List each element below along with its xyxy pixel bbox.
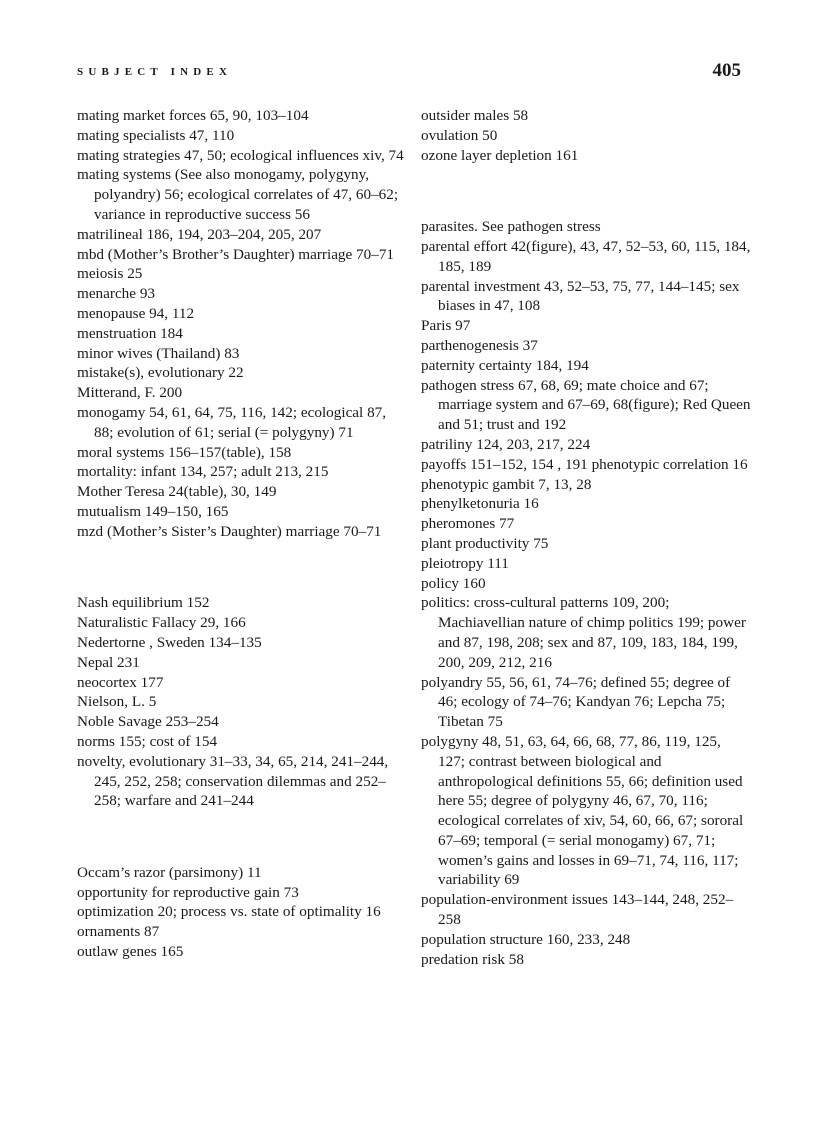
index-entry: menopause 94, 112	[77, 304, 195, 322]
index-column-right	[421, 106, 751, 969]
index-entry: menarche 93	[77, 285, 156, 303]
index-entry: ornaments 87	[77, 923, 160, 941]
index-entry: monogamy 54, 61, 64, 75, 116, 142; ecological 87, 88; evolution of 61; serial (= polygyny) 71	[77, 403, 387, 441]
index-entry: outsider males 58	[421, 107, 529, 124]
index-entry: Mitterand, F. 200	[77, 384, 183, 402]
index-entry: ozone layer depletion 161	[421, 146, 579, 164]
index-entry: mating specialists 47, 110	[77, 126, 235, 144]
index-entry: mating market forces 65, 90, 103–104	[77, 107, 309, 124]
index-entry: optimization 20; process vs. state of optimality 16	[77, 903, 381, 921]
index-entry: mistake(s), evolutionary 22	[77, 364, 244, 382]
page-header	[77, 60, 741, 86]
index-entry: neocortex 177	[77, 673, 164, 691]
index-entry: parasites. See pathogen stress	[421, 218, 601, 236]
index-entry: population structure 160, 233, 248	[421, 930, 631, 948]
index-entry: minor wives (Thailand) 83	[77, 344, 240, 362]
index-entry: paternity certainty 184, 194	[421, 356, 589, 374]
running-head: SUBJECT INDEX	[77, 66, 233, 78]
index-entry: Noble Savage 253–254	[77, 713, 219, 731]
index-entry: parental effort 42(figure), 43, 47, 52–53, 60, 115, 184, 185, 189	[421, 237, 751, 275]
index-entry: mating systems (See also monogamy, polygyny, polyandry) 56; ecological correlates of 47, 60–62; variance in reproductive success 56	[77, 166, 399, 223]
index-entry: predation risk 58	[421, 950, 524, 968]
index-entry: phenotypic gambit 7, 13, 28	[421, 475, 592, 493]
index-entry: parthenogenesis 37	[421, 336, 538, 354]
index-entry: phenylketonuria 16	[421, 495, 539, 513]
index-entry: population-environment issues 143–144, 248, 252–258	[421, 891, 734, 929]
index-entry: plant productivity 75	[421, 534, 549, 552]
index-entry: mutualism 149–150, 165	[77, 502, 229, 520]
letter-group-gap	[77, 827, 407, 847]
index-entry: opportunity for reproductive gain 73	[77, 883, 299, 901]
index-entry: patriliny 124, 203, 217, 224	[421, 435, 591, 453]
index-entry: novelty, evolutionary 31–33, 34, 65, 214, 241–244, 245, 252, 258; conservation dilemmas and 252–258; warfare and 241–244	[77, 752, 389, 810]
index-entry: mzd (Mother’s Sister’s Daughter) marriage 70–71	[77, 522, 382, 540]
index-entry: Occam’s razor (parsimony) 11	[77, 863, 262, 881]
index-entry: meiosis 25	[77, 265, 143, 283]
index-entry: Nedertorne , Sweden 134–135	[77, 633, 262, 651]
index-entry: Paris 97	[421, 317, 471, 335]
index-entry: Naturalistic Fallacy 29, 166	[77, 614, 246, 632]
index-entry: Nash equilibrium 152	[77, 594, 210, 612]
index-entry: mortality: infant 134, 257; adult 213, 215	[77, 463, 329, 481]
page-number: 405	[712, 60, 741, 81]
index-entry: Mother Teresa 24(table), 30, 149	[77, 483, 277, 501]
index-entry: mating strategies 47, 50; ecological influences xiv, 74	[77, 146, 404, 164]
index-entry: moral systems 156–157(table), 158	[77, 443, 292, 461]
index-entry: menstruation 184	[77, 324, 183, 342]
index-entry: Nepal 231	[77, 653, 140, 671]
index-entry: outlaw genes 165	[77, 943, 184, 961]
index-entry: pleiotropy 111	[421, 554, 509, 572]
index-entry: polygyny 48, 51, 63, 64, 66, 68, 77, 86, 119, 125, 127; contrast between biological and anthropological definitions 55, 66; definition used here 55; degree of polygyny 46, 67, 70, 116; ecological correlates of xiv, 54, 60, 66, 67; sororal 67–69; temporal (= serial monogamy) 67, 71; women’s gains and losses in 69–71, 74, 116, 117; variability 69	[421, 732, 744, 889]
index-entry: pheromones 77	[421, 515, 515, 533]
index-entry: policy 160	[421, 574, 486, 592]
index-entry: payoffs 151–152, 154 , 191 phenotypic correlation 16	[421, 455, 748, 473]
index-entry: parental investment 43, 52–53, 75, 77, 144–145; sex biases in 47, 108	[421, 277, 740, 315]
index-entry: mbd (Mother’s Brother’s Daughter) marriage 70–71	[77, 245, 395, 263]
index-entry: politics: cross-cultural patterns 109, 200; Machiavellian nature of chimp politics 199; power and 87, 198, 208; sex and 87, 109, 183, 184, 199, 200, 209, 212, 216	[421, 594, 746, 671]
letter-group-gap	[421, 181, 751, 201]
index-entry: Nielson, L. 5	[77, 693, 157, 711]
index-entry: pathogen stress 67, 68, 69; mate choice and 67; marriage system and 67–69, 68(figure); Red Queen and 51; trust and 192	[421, 376, 751, 434]
index-column-left	[77, 106, 407, 962]
index-entry: matrilineal 186, 194, 203–204, 205, 207	[77, 225, 322, 243]
letter-group-gap	[77, 558, 407, 578]
index-entry: norms 155; cost of 154	[77, 732, 218, 750]
index-entry: ovulation 50	[421, 126, 498, 144]
index-entry: polyandry 55, 56, 61, 74–76; defined 55; degree of 46; ecology of 74–76; Kandyan 76; Lepcha 75; Tibetan 75	[421, 673, 731, 731]
